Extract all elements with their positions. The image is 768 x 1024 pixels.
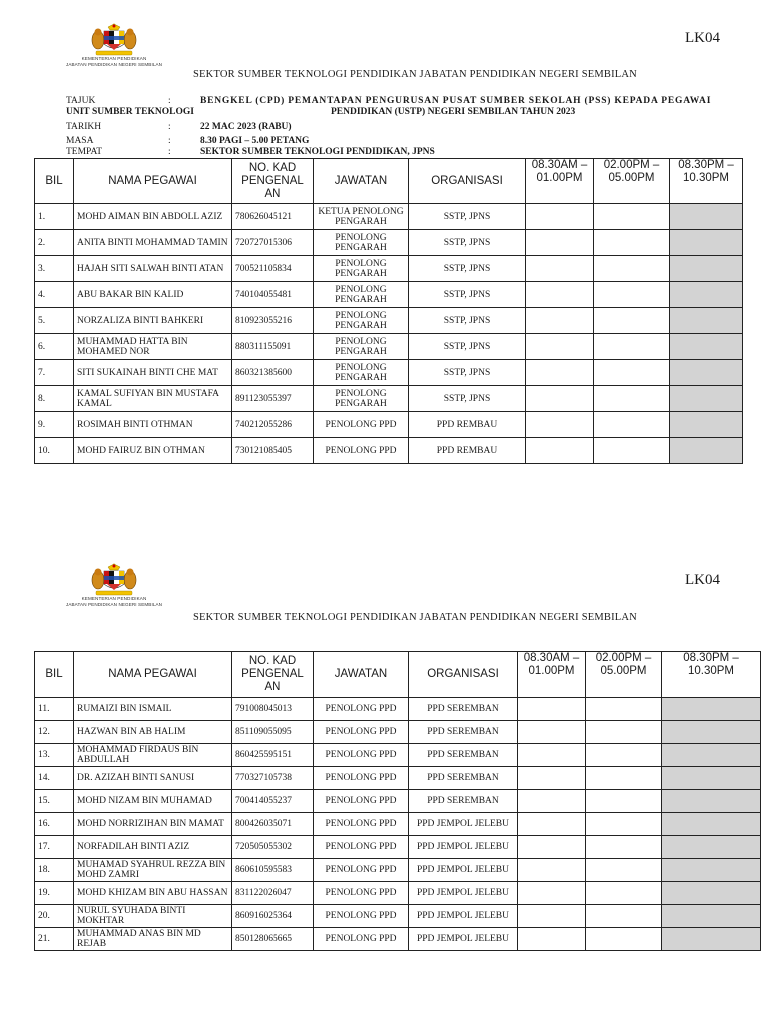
ic-number: 700414055237 bbox=[232, 790, 314, 813]
row-number: 1. bbox=[35, 204, 74, 230]
coat-of-arms-icon bbox=[88, 562, 140, 596]
position: PENOLONG PPD bbox=[314, 412, 409, 438]
signature-cell-slot-2[interactable] bbox=[594, 308, 670, 334]
signature-cell-slot-2[interactable] bbox=[594, 334, 670, 360]
signature-cell-slot-1[interactable] bbox=[526, 282, 594, 308]
ic-number: 880311155091 bbox=[232, 334, 314, 360]
signature-cell-slot-1[interactable] bbox=[518, 767, 586, 790]
position: PENOLONG PPD bbox=[314, 813, 409, 836]
table-row bbox=[35, 813, 761, 836]
signature-cell-slot-2[interactable] bbox=[586, 790, 662, 813]
position: KETUA PENOLONG PENGARAH bbox=[314, 204, 409, 230]
officer-name: MUHAMMAD ANAS BIN MD REJAB bbox=[74, 928, 232, 951]
row-number: 15. bbox=[35, 790, 74, 813]
signature-cell-slot-3 bbox=[670, 204, 743, 230]
attendance-table-2 bbox=[34, 651, 761, 951]
signature-cell-slot-3 bbox=[662, 744, 761, 767]
table-row bbox=[35, 438, 743, 464]
row-number: 17. bbox=[35, 836, 74, 859]
signature-cell-slot-2[interactable] bbox=[594, 256, 670, 282]
position: PENOLONG PPD bbox=[314, 859, 409, 882]
row-number: 3. bbox=[35, 256, 74, 282]
position: PENOLONG PPD bbox=[314, 928, 409, 951]
organisation: PPD JEMPOL JELEBU bbox=[409, 905, 518, 928]
position: PENOLONG PENGARAH bbox=[314, 230, 409, 256]
position: PENOLONG PPD bbox=[314, 790, 409, 813]
header-kad: NO. KAD PENGENAL AN bbox=[232, 159, 314, 204]
coat-of-arms-icon bbox=[88, 22, 140, 56]
organisation: SSTP, JPNS bbox=[409, 360, 526, 386]
organisation: PPD JEMPOL JELEBU bbox=[409, 859, 518, 882]
row-number: 2. bbox=[35, 230, 74, 256]
signature-cell-slot-1[interactable] bbox=[518, 905, 586, 928]
ministry-logo bbox=[62, 22, 166, 70]
ic-number: 860916025364 bbox=[232, 905, 314, 928]
ic-number: 770327105738 bbox=[232, 767, 314, 790]
officer-name: NORFADILAH BINTI AZIZ bbox=[74, 836, 232, 859]
header-slot-1: 08.30AM – 01.00PM bbox=[518, 652, 586, 698]
signature-cell-slot-3 bbox=[670, 230, 743, 256]
header-slot-3: 08.30PM – 10.30PM bbox=[670, 159, 743, 204]
signature-cell-slot-3 bbox=[662, 813, 761, 836]
signature-cell-slot-2[interactable] bbox=[586, 813, 662, 836]
organisation: PPD REMBAU bbox=[409, 438, 526, 464]
signature-cell-slot-2[interactable] bbox=[594, 230, 670, 256]
signature-cell-slot-1[interactable] bbox=[526, 360, 594, 386]
organisation: SSTP, JPNS bbox=[409, 308, 526, 334]
signature-cell-slot-3 bbox=[662, 721, 761, 744]
table-row bbox=[35, 386, 743, 412]
row-number: 21. bbox=[35, 928, 74, 951]
signature-cell-slot-2[interactable] bbox=[586, 836, 662, 859]
signature-cell-slot-2[interactable] bbox=[586, 859, 662, 882]
organisation: SSTP, JPNS bbox=[409, 386, 526, 412]
ic-number: 740104055481 bbox=[232, 282, 314, 308]
organisation: SSTP, JPNS bbox=[409, 230, 526, 256]
position: PENOLONG PENGARAH bbox=[314, 308, 409, 334]
signature-cell-slot-1[interactable] bbox=[518, 698, 586, 721]
tajuk-row: TAJUK : BENGKEL (CPD) PEMANTAPAN PENGURUSAN PUSAT SUMBER SEKOLAH (PSS) KEPADA PEGAWAI bbox=[66, 96, 712, 106]
row-number: 13. bbox=[35, 744, 74, 767]
signature-cell-slot-3 bbox=[670, 360, 743, 386]
signature-cell-slot-2[interactable] bbox=[586, 698, 662, 721]
table-row bbox=[35, 334, 743, 360]
table-row bbox=[35, 698, 761, 721]
header-organisasi: ORGANISASI bbox=[409, 652, 518, 698]
officer-name: ANITA BINTI MOHAMMAD TAMIN bbox=[74, 230, 232, 256]
officer-name: NURUL SYUHADA BINTI MOKHTAR bbox=[74, 905, 232, 928]
organisation: PPD SEREMBAN bbox=[409, 744, 518, 767]
table-row bbox=[35, 928, 761, 951]
signature-cell-slot-2[interactable] bbox=[594, 438, 670, 464]
signature-cell-slot-3 bbox=[662, 698, 761, 721]
row-number: 10. bbox=[35, 438, 74, 464]
ic-number: 780626045121 bbox=[232, 204, 314, 230]
table-row bbox=[35, 360, 743, 386]
officer-name: MOHD NORRIZIHAN BIN MAMAT bbox=[74, 813, 232, 836]
unit-line-right: PENDIDIKAN (USTP) NEGERI SEMBILAN TAHUN 2023 bbox=[331, 107, 576, 117]
signature-cell-slot-1[interactable] bbox=[526, 386, 594, 412]
organisation: PPD SEREMBAN bbox=[409, 767, 518, 790]
position: PENOLONG PPD bbox=[314, 882, 409, 905]
table-row bbox=[35, 859, 761, 882]
signature-cell-slot-3 bbox=[670, 282, 743, 308]
signature-cell-slot-2[interactable] bbox=[586, 905, 662, 928]
position: PENOLONG PPD bbox=[314, 438, 409, 464]
position: PENOLONG PPD bbox=[314, 767, 409, 790]
table-row bbox=[35, 767, 761, 790]
tajuk-value: BENGKEL (CPD) PEMANTAPAN PENGURUSAN PUSAT SUMBER SEKOLAH (PSS) KEPADA PEGAWAI bbox=[200, 96, 712, 106]
officer-name: MOHD KHIZAM BIN ABU HASSAN bbox=[74, 882, 232, 905]
organisation: PPD SEREMBAN bbox=[409, 721, 518, 744]
row-number: 18. bbox=[35, 859, 74, 882]
signature-cell-slot-1[interactable] bbox=[518, 928, 586, 951]
officer-name: KAMAL SUFIYAN BIN MUSTAFA KAMAL bbox=[74, 386, 232, 412]
signature-cell-slot-1[interactable] bbox=[518, 744, 586, 767]
table-row bbox=[35, 790, 761, 813]
masa-label: MASA bbox=[66, 136, 94, 146]
ic-number: 810923055216 bbox=[232, 308, 314, 334]
ic-number: 850128065665 bbox=[232, 928, 314, 951]
signature-cell-slot-1[interactable] bbox=[526, 230, 594, 256]
officer-name: SITI SUKAINAH BINTI CHE MAT bbox=[74, 360, 232, 386]
officer-name: DR. AZIZAH BINTI SANUSI bbox=[74, 767, 232, 790]
row-number: 11. bbox=[35, 698, 74, 721]
ic-number: 860425595151 bbox=[232, 744, 314, 767]
signature-cell-slot-1[interactable] bbox=[526, 308, 594, 334]
signature-cell-slot-3 bbox=[662, 767, 761, 790]
header-slot-2: 02.00PM – 05.00PM bbox=[586, 652, 662, 698]
header-slot-2: 02.00PM – 05.00PM bbox=[594, 159, 670, 204]
signature-cell-slot-3 bbox=[670, 386, 743, 412]
officer-name: RUMAIZI BIN ISMAIL bbox=[74, 698, 232, 721]
row-number: 16. bbox=[35, 813, 74, 836]
logo-line-2: JABATAN PENDIDIKAN NEGERI SEMBILAN bbox=[65, 601, 163, 607]
ic-number: 860610595583 bbox=[232, 859, 314, 882]
table-2-body bbox=[35, 698, 761, 951]
document-code: LK04 bbox=[685, 30, 720, 46]
officer-name: HAJAH SITI SALWAH BINTI ATAN bbox=[74, 256, 232, 282]
organisation: PPD JEMPOL JELEBU bbox=[409, 836, 518, 859]
table-row bbox=[35, 744, 761, 767]
officer-name: ROSIMAH BINTI OTHMAN bbox=[74, 412, 232, 438]
signature-cell-slot-1[interactable] bbox=[518, 859, 586, 882]
attendance-table-1 bbox=[34, 158, 743, 464]
tarikh-row: TARIKH : 22 MAC 2023 (RABU) bbox=[66, 122, 292, 132]
signature-cell-slot-3 bbox=[670, 334, 743, 360]
signature-cell-slot-3 bbox=[662, 905, 761, 928]
table-row bbox=[35, 230, 743, 256]
header-bil: BIL bbox=[35, 652, 74, 698]
table-header-row bbox=[35, 159, 743, 204]
organisation: SSTP, JPNS bbox=[409, 334, 526, 360]
signature-cell-slot-1[interactable] bbox=[526, 256, 594, 282]
masa-row: MASA : 8.30 PAGI – 5.00 PETANG bbox=[66, 136, 310, 146]
signature-cell-slot-3 bbox=[662, 882, 761, 905]
ic-number: 720727015306 bbox=[232, 230, 314, 256]
sector-title: SEKTOR SUMBER TEKNOLOGI PENDIDIKAN JABATAN PENDIDIKAN NEGERI SEMBILAN bbox=[193, 69, 637, 80]
row-number: 4. bbox=[35, 282, 74, 308]
signature-cell-slot-3 bbox=[662, 928, 761, 951]
signature-cell-slot-1[interactable] bbox=[526, 438, 594, 464]
header-organisasi: ORGANISASI bbox=[409, 159, 526, 204]
signature-cell-slot-1[interactable] bbox=[518, 882, 586, 905]
position: PENOLONG PPD bbox=[314, 744, 409, 767]
header-bil: BIL bbox=[35, 159, 74, 204]
header-nama: NAMA PEGAWAI bbox=[74, 652, 232, 698]
organisation: PPD SEREMBAN bbox=[409, 698, 518, 721]
signature-cell-slot-1[interactable] bbox=[518, 790, 586, 813]
attendance-sheet-page-1 bbox=[0, 0, 768, 500]
tarikh-value: 22 MAC 2023 (RABU) bbox=[200, 122, 292, 132]
position: PENOLONG PPD bbox=[314, 698, 409, 721]
document-code: LK04 bbox=[685, 572, 720, 588]
header-jawatan: JAWATAN bbox=[314, 159, 409, 204]
ic-number: 891123055397 bbox=[232, 386, 314, 412]
tempat-row: TEMPAT : SEKTOR SUMBER TEKNOLOGI PENDIDIKAN, JPNS bbox=[66, 147, 435, 157]
signature-cell-slot-2[interactable] bbox=[586, 928, 662, 951]
officer-name: MOHD FAIRUZ BIN OTHMAN bbox=[74, 438, 232, 464]
row-number: 20. bbox=[35, 905, 74, 928]
signature-cell-slot-2[interactable] bbox=[586, 744, 662, 767]
table-row bbox=[35, 836, 761, 859]
row-number: 12. bbox=[35, 721, 74, 744]
header-slot-1: 08.30AM – 01.00PM bbox=[526, 159, 594, 204]
table-row bbox=[35, 721, 761, 744]
row-number: 6. bbox=[35, 334, 74, 360]
signature-cell-slot-1[interactable] bbox=[518, 721, 586, 744]
signature-cell-slot-3 bbox=[670, 308, 743, 334]
table-row bbox=[35, 204, 743, 230]
signature-cell-slot-2[interactable] bbox=[594, 386, 670, 412]
header-kad: NO. KAD PENGENAL AN bbox=[232, 652, 314, 698]
position: PENOLONG PPD bbox=[314, 721, 409, 744]
table-row bbox=[35, 256, 743, 282]
position: PENOLONG PENGARAH bbox=[314, 256, 409, 282]
signature-cell-slot-3 bbox=[670, 256, 743, 282]
masa-value: 8.30 PAGI – 5.00 PETANG bbox=[200, 136, 310, 146]
tarikh-label: TARIKH bbox=[66, 122, 102, 132]
ic-number: 720505055302 bbox=[232, 836, 314, 859]
ic-number: 800426035071 bbox=[232, 813, 314, 836]
table-row bbox=[35, 412, 743, 438]
tajuk-label: TAJUK bbox=[66, 96, 96, 106]
officer-name: HAZWAN BIN AB HALIM bbox=[74, 721, 232, 744]
organisation: PPD JEMPOL JELEBU bbox=[409, 928, 518, 951]
header-nama: NAMA PEGAWAI bbox=[74, 159, 232, 204]
position: PENOLONG PENGARAH bbox=[314, 282, 409, 308]
officer-name: ABU BAKAR BIN KALID bbox=[74, 282, 232, 308]
officer-name: NORZALIZA BINTI BAHKERI bbox=[74, 308, 232, 334]
signature-cell-slot-2[interactable] bbox=[594, 412, 670, 438]
table-row bbox=[35, 905, 761, 928]
organisation: PPD REMBAU bbox=[409, 412, 526, 438]
organisation: PPD JEMPOL JELEBU bbox=[409, 882, 518, 905]
signature-cell-slot-3 bbox=[662, 859, 761, 882]
signature-cell-slot-1[interactable] bbox=[526, 412, 594, 438]
logo-line-1: KEMENTERIAN PENDIDIKAN bbox=[81, 596, 147, 601]
tempat-label: TEMPAT bbox=[66, 147, 103, 157]
position: PENOLONG PENGARAH bbox=[314, 334, 409, 360]
signature-cell-slot-1[interactable] bbox=[518, 813, 586, 836]
ic-number: 851109055095 bbox=[232, 721, 314, 744]
organisation: SSTP, JPNS bbox=[409, 282, 526, 308]
signature-cell-slot-3 bbox=[670, 412, 743, 438]
organisation: PPD JEMPOL JELEBU bbox=[409, 813, 518, 836]
signature-cell-slot-1[interactable] bbox=[526, 204, 594, 230]
row-number: 14. bbox=[35, 767, 74, 790]
ic-number: 730121085405 bbox=[232, 438, 314, 464]
signature-cell-slot-2[interactable] bbox=[594, 360, 670, 386]
signature-cell-slot-2[interactable] bbox=[594, 282, 670, 308]
tempat-value: SEKTOR SUMBER TEKNOLOGI PENDIDIKAN, JPNS bbox=[200, 147, 435, 157]
table-row bbox=[35, 282, 743, 308]
sector-title: SEKTOR SUMBER TEKNOLOGI PENDIDIKAN JABATAN PENDIDIKAN NEGERI SEMBILAN bbox=[193, 612, 637, 623]
table-row bbox=[35, 308, 743, 334]
officer-name: MOHD NIZAM BIN MUHAMAD bbox=[74, 790, 232, 813]
ic-number: 791008045013 bbox=[232, 698, 314, 721]
signature-cell-slot-2[interactable] bbox=[586, 767, 662, 790]
ic-number: 740212055286 bbox=[232, 412, 314, 438]
header-slot-3: 08.30PM – 10.30PM bbox=[662, 652, 761, 698]
officer-name: MUHAMAD SYAHRUL REZZA BIN MOHD ZAMRI bbox=[74, 859, 232, 882]
signature-cell-slot-3 bbox=[662, 836, 761, 859]
signature-cell-slot-2[interactable] bbox=[586, 721, 662, 744]
header-jawatan: JAWATAN bbox=[314, 652, 409, 698]
officer-name: MOHD AIMAN BIN ABDOLL AZIZ bbox=[74, 204, 232, 230]
position: PENOLONG PENGARAH bbox=[314, 360, 409, 386]
table-1-body bbox=[35, 204, 743, 464]
position: PENOLONG PPD bbox=[314, 836, 409, 859]
table-header-row bbox=[35, 652, 761, 698]
attendance-sheet-page-2 bbox=[0, 540, 768, 1024]
position: PENOLONG PENGARAH bbox=[314, 386, 409, 412]
signature-cell-slot-3 bbox=[662, 790, 761, 813]
ministry-logo bbox=[62, 562, 166, 610]
row-number: 5. bbox=[35, 308, 74, 334]
unit-line-left: UNIT SUMBER TEKNOLOGI bbox=[66, 107, 194, 117]
logo-line-2: JABATAN PENDIDIKAN NEGERI SEMBILAN bbox=[65, 61, 163, 67]
ic-number: 831122026047 bbox=[232, 882, 314, 905]
row-number: 19. bbox=[35, 882, 74, 905]
organisation: PPD SEREMBAN bbox=[409, 790, 518, 813]
signature-cell-slot-1[interactable] bbox=[526, 334, 594, 360]
position: PENOLONG PPD bbox=[314, 905, 409, 928]
row-number: 9. bbox=[35, 412, 74, 438]
signature-cell-slot-2[interactable] bbox=[594, 204, 670, 230]
officer-name: MOHAMMAD FIRDAUS BIN ABDULLAH bbox=[74, 744, 232, 767]
signature-cell-slot-2[interactable] bbox=[586, 882, 662, 905]
ic-number: 860321385600 bbox=[232, 360, 314, 386]
row-number: 7. bbox=[35, 360, 74, 386]
logo-line-1: KEMENTERIAN PENDIDIKAN bbox=[81, 56, 147, 61]
row-number: 8. bbox=[35, 386, 74, 412]
table-row bbox=[35, 882, 761, 905]
signature-cell-slot-3 bbox=[670, 438, 743, 464]
organisation: SSTP, JPNS bbox=[409, 204, 526, 230]
officer-name: MUHAMMAD HATTA BIN MOHAMED NOR bbox=[74, 334, 232, 360]
organisation: SSTP, JPNS bbox=[409, 256, 526, 282]
ic-number: 700521105834 bbox=[232, 256, 314, 282]
signature-cell-slot-1[interactable] bbox=[518, 836, 586, 859]
